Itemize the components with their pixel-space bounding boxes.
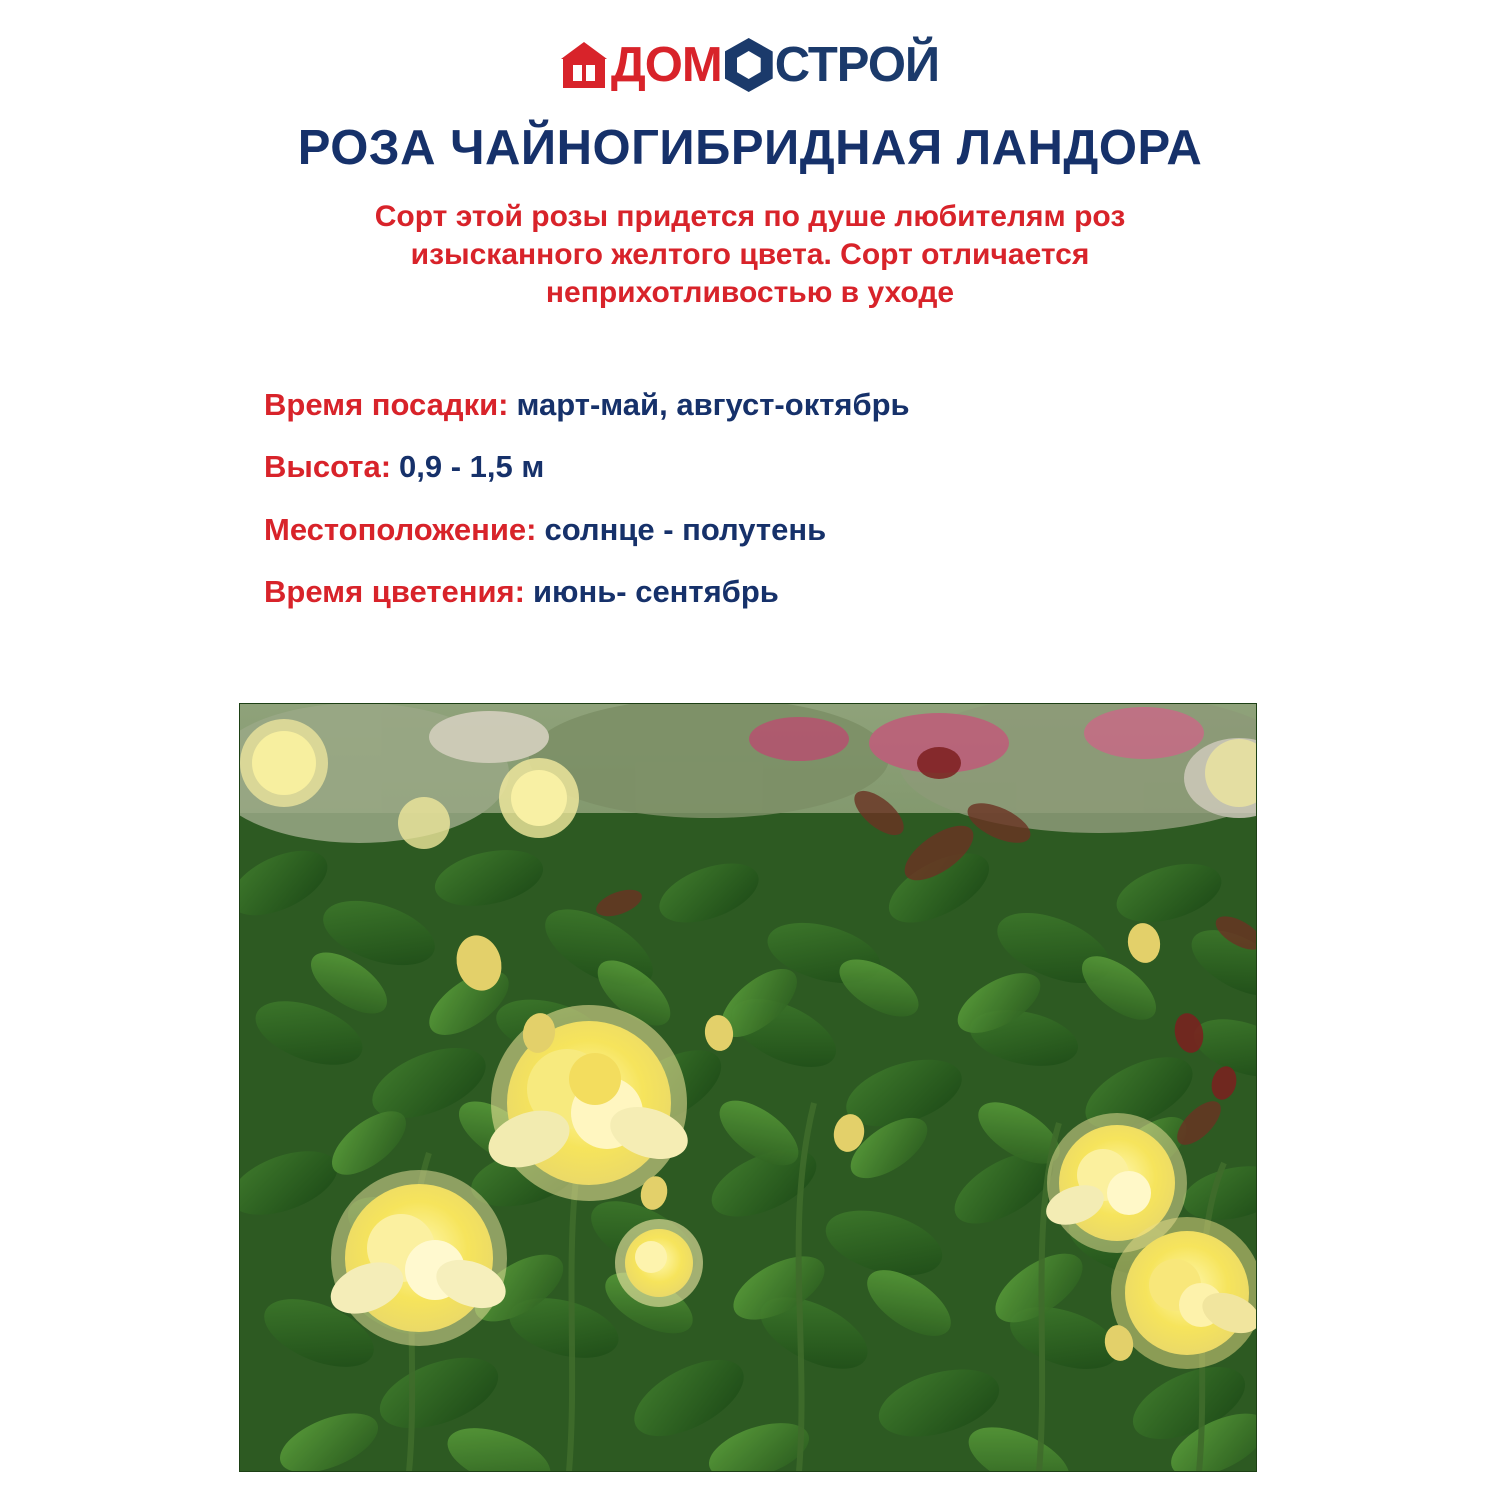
- brand-name-stroy: СТРОЙ: [774, 37, 940, 92]
- spec-label-location: Местоположение:: [264, 511, 537, 547]
- spec-row: [264, 511, 1264, 548]
- spec-label-height: Высота:: [264, 449, 392, 485]
- spec-value-bloom-time: июнь- сентябрь: [532, 573, 779, 609]
- product-description: Сорт этой розы придется по душе любителям роз изысканного желтого цвета. Сорт отличается неприхотливостью в уходе: [374, 199, 1126, 310]
- page-title: РОЗА ЧАЙНОГИБРИДНАЯ ЛАНДОРА: [297, 121, 1203, 175]
- rose-bush-illustration: [239, 703, 1257, 1472]
- spec-value-planting-time: март-май, август-октябрь: [516, 387, 910, 423]
- spec-label-planting-time: Время посадки:: [264, 387, 509, 423]
- spec-label-bloom-time: Время цветения:: [264, 573, 525, 609]
- spec-value-location: солнце - полутень: [544, 511, 827, 547]
- hexagon-icon: [725, 38, 773, 92]
- spec-row: [264, 448, 1264, 485]
- spec-row: [264, 386, 1264, 423]
- brand-name-dom: ДОМ: [610, 37, 722, 92]
- spec-row: [264, 573, 1264, 610]
- brand-logo: [0, 34, 1500, 96]
- spec-list: [264, 386, 1264, 610]
- product-photo: [239, 703, 1257, 1472]
- rose-bush-image: [239, 703, 1257, 1472]
- house-icon: [561, 42, 607, 88]
- spec-value-height: 0,9 - 1,5 м: [399, 449, 545, 485]
